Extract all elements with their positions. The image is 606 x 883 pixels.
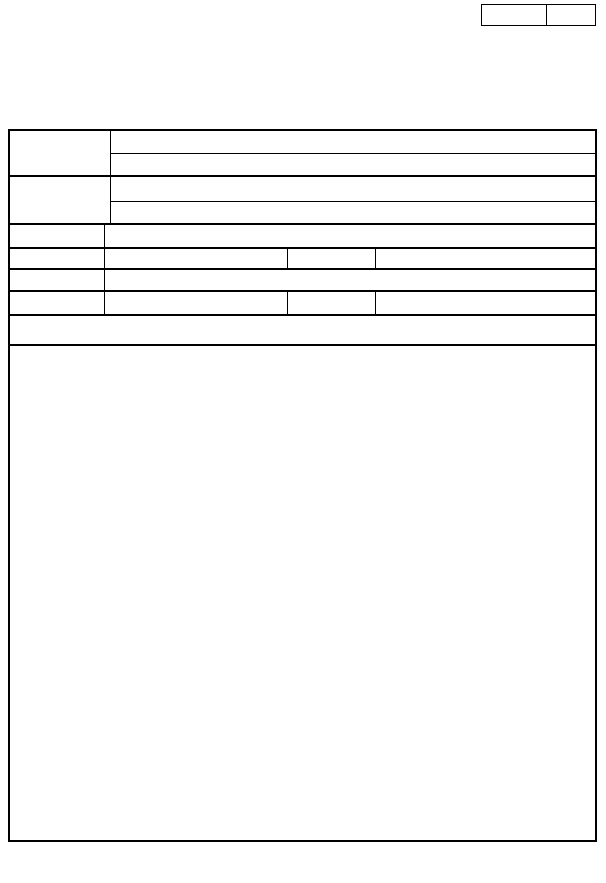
rule-v (104, 270, 105, 290)
rule-h (10, 268, 595, 270)
rule-v (287, 249, 288, 268)
rule-v (104, 292, 105, 314)
page-number-field[interactable] (547, 5, 595, 25)
rule-h (10, 314, 595, 316)
qualification-field[interactable] (106, 226, 595, 246)
rule-h (10, 344, 595, 346)
rule-v (104, 225, 105, 247)
rule-v (375, 292, 376, 314)
rule-v (110, 177, 111, 223)
rule-h (10, 290, 595, 292)
notes-line-1 (8, 849, 18, 860)
rule-h (10, 175, 595, 177)
permit-number-field[interactable] (106, 250, 286, 267)
installer-address-field[interactable] (140, 154, 595, 174)
rule-v (110, 131, 111, 175)
other-item-field[interactable] (170, 348, 290, 366)
rule-v (287, 292, 288, 314)
location-field[interactable] (185, 271, 595, 289)
manager-address-field[interactable] (140, 202, 370, 222)
page-number-label (482, 5, 547, 25)
rule-v (375, 249, 376, 268)
manager-name-field[interactable] (140, 178, 550, 200)
manager-tel-field[interactable] (395, 202, 595, 222)
installer-name-field[interactable] (140, 132, 595, 152)
rule-v (104, 249, 105, 268)
page-number-box (481, 4, 596, 26)
rule-h (10, 247, 595, 249)
rule-h (10, 223, 595, 225)
